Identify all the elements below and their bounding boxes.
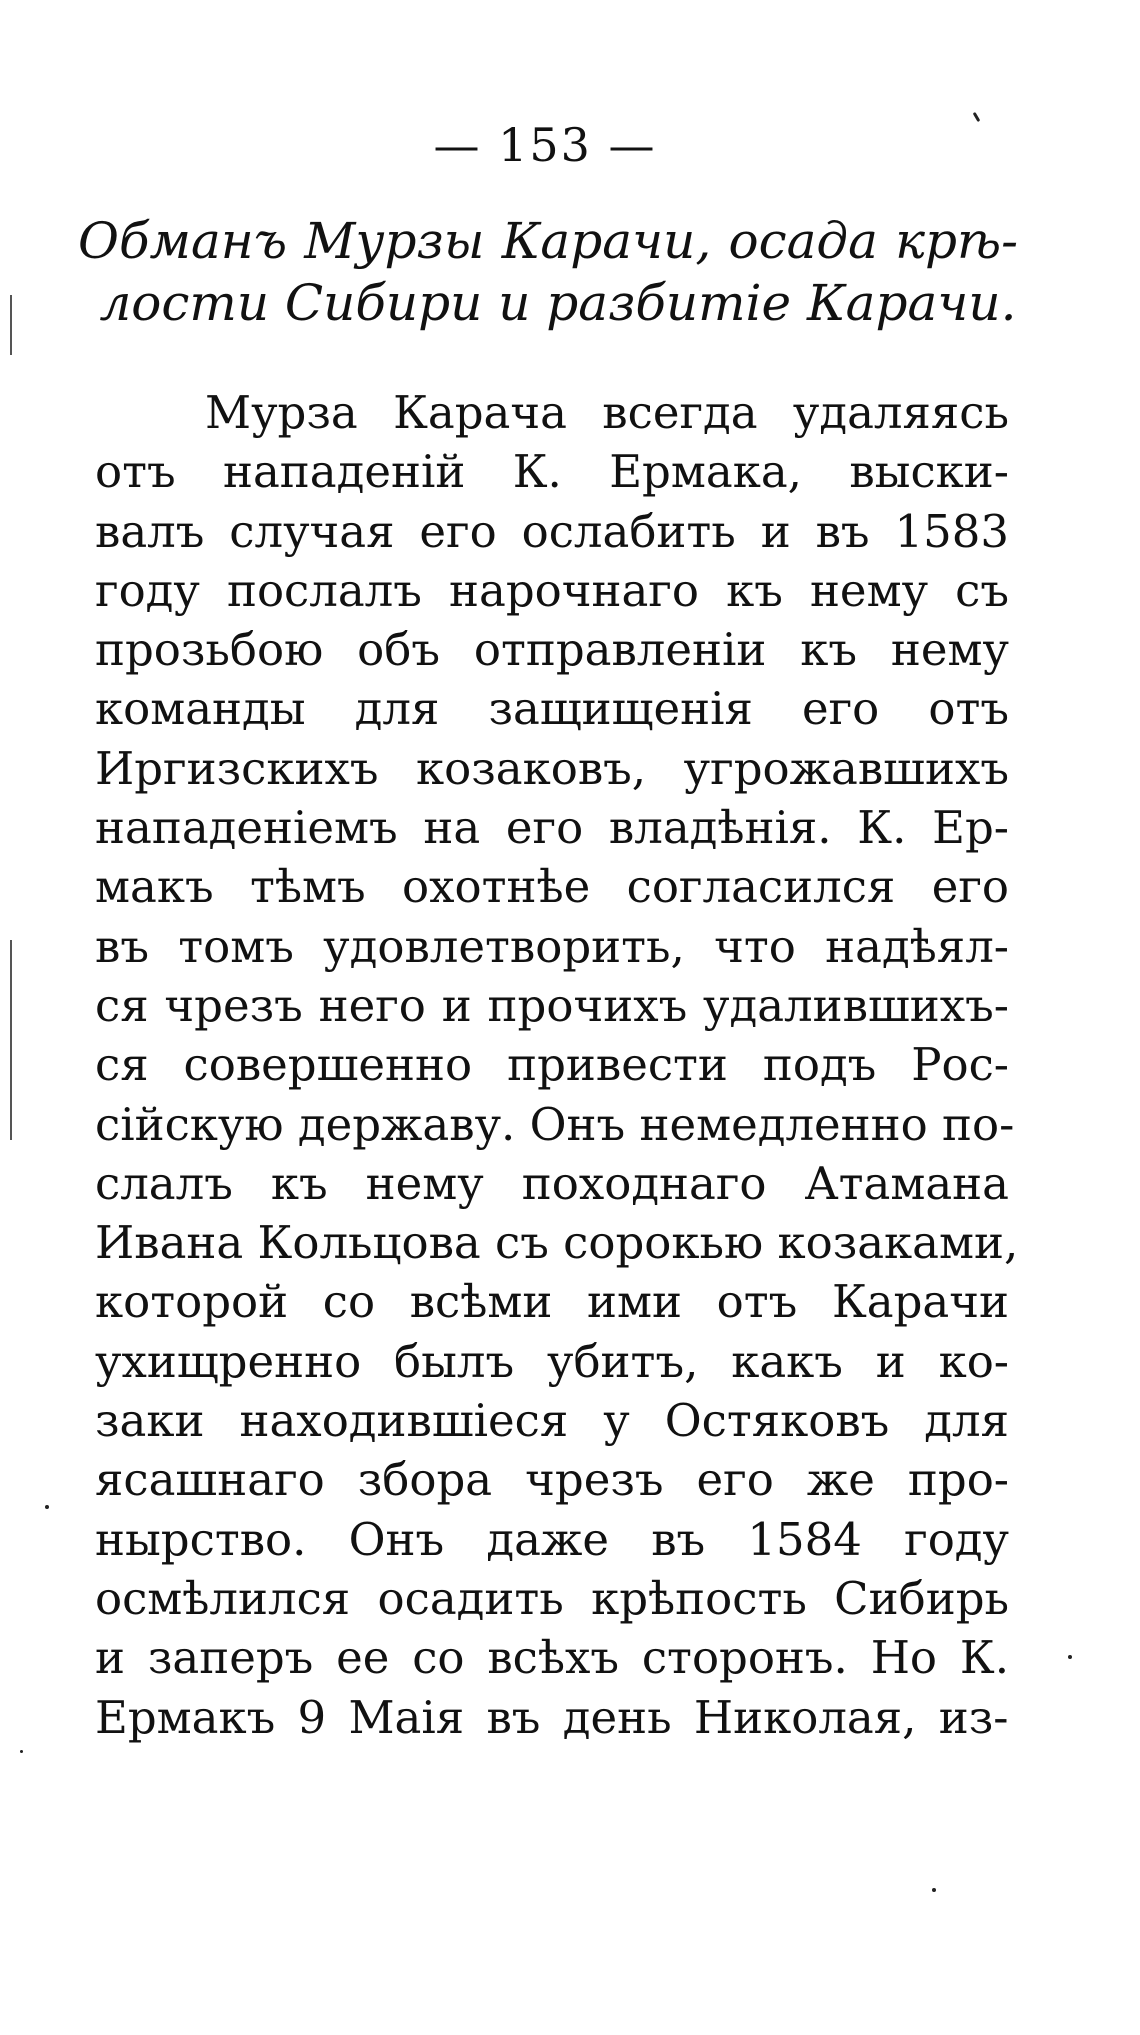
heading-line: Обманъ Мурзы Карачи, осада крѣ- [78,212,1018,270]
body-paragraph [95,383,1019,1747]
text-line: ухищренно былъ убитъ, какъ и ко- [95,1334,1009,1388]
text-line: Мурза Карача всегда удаляясь [205,386,1009,439]
scan-margin-mark [10,295,12,355]
scan-speck [1068,1655,1072,1659]
heading-line: лости Сибири и разбитіе Карачи. [99,274,1017,332]
text-line: валъ случая его ослабить и въ 1583 [95,504,1009,558]
text-line: ся чрезъ него и прочихъ удалившихъ- [95,978,1009,1032]
text-line: сійскую державу. Онъ немедленно по- [95,1097,1015,1151]
scan-speck [20,1750,23,1753]
text-line: команды для защищенія его отъ [95,682,1009,736]
text-line: году послалъ нарочнаго къ нему съ [95,563,1009,617]
text-line: Ивана Кольцова съ сорокью козаками, [95,1216,1019,1270]
text-line: ся совершенно привести подъ Рос- [95,1038,1009,1092]
text-line: нападеніемъ на его владѣнія. К. Ер- [95,801,1009,855]
text-line: которой со всѣми ими отъ Карачи [95,1275,1009,1329]
text-line: отъ нападеній К. Ермака, выски- [95,445,1009,499]
section-heading [78,210,1018,334]
page-number: — 153 — [433,118,657,172]
scan-margin-mark [10,940,12,1140]
text-line: слалъ къ нему походнаго Атамана [95,1156,1009,1210]
text-line: и заперъ ее со всѣхъ сторонъ. Но К. [95,1631,1009,1685]
scan-speck [45,1505,49,1509]
text-line: заки находившіеся у Остяковъ для [95,1394,1009,1448]
text-line: въ томъ удовлетворить, что надѣял- [95,919,1009,973]
text-line: ясашнаго збора чрезъ его же про- [95,1453,1009,1507]
text-line: Ермакъ 9 Маія въ день Николая, из- [95,1690,1009,1744]
scan-speck [932,1888,936,1892]
text-line: нырство. Онъ даже въ 1584 году [95,1512,1009,1566]
text-line: Иргизскихъ козаковъ, угрожавшихъ [95,741,1009,795]
text-line: прозьбою объ отправленіи къ нему [95,623,1009,677]
text-line: осмѣлился осадить крѣпость Сибирь [95,1571,1009,1625]
text-line: макъ тѣмъ охотнѣе согласился его [95,860,1009,914]
